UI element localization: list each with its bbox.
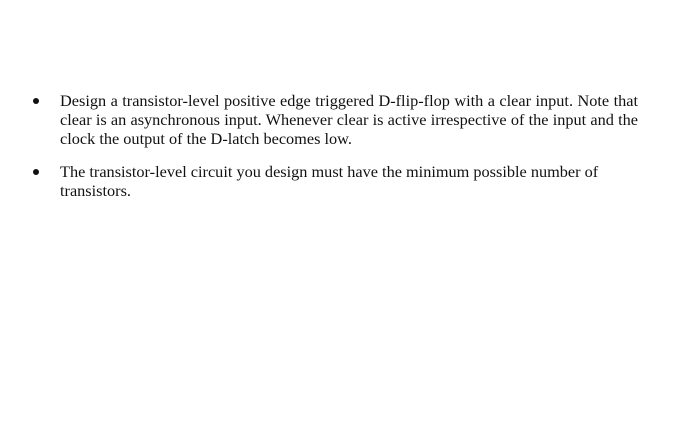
bullet-item-minimum-transistors <box>33 162 653 200</box>
bullet-item-clear-input-requirement <box>33 91 653 148</box>
bullet-dot-icon <box>33 98 39 104</box>
bullet-dot-icon <box>33 169 39 175</box>
bullet-text: Design a transistor-level positive edge triggered D-flip-flop with a clear input. Note that clear is an asynchronous input. Whenever clear is active irrespective of the input and the clock the output of the D-latch becomes low. <box>60 91 638 148</box>
bullet-text: The transistor-level circuit you design must have the minimum possible number of transistors. <box>60 162 599 200</box>
bullet-list <box>33 91 653 214</box>
